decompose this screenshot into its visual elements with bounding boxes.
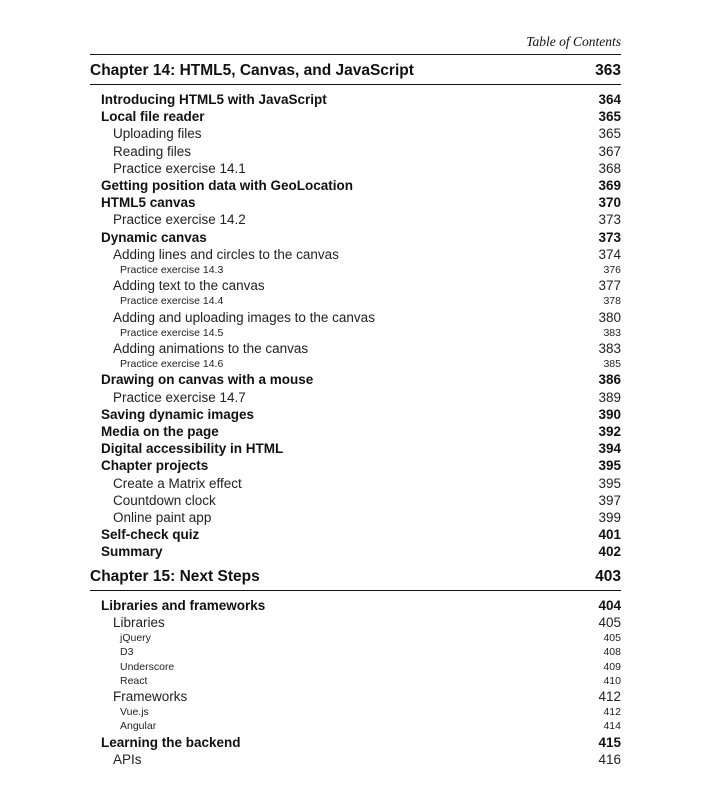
toc-entry [90, 631, 621, 645]
toc-entry [90, 160, 621, 177]
toc-entry-label: Local file reader [101, 109, 205, 125]
toc-entry-label: React [120, 674, 148, 687]
toc-entry-page-number: 385 [603, 358, 621, 371]
toc-entry-page-number: 365 [598, 109, 621, 125]
toc-entry-page-number: 389 [598, 389, 621, 405]
toc-entry [90, 406, 621, 423]
toc-entry-label: Digital accessibility in HTML [101, 441, 284, 457]
toc-entry-label: Media on the page [101, 424, 219, 440]
toc-entry-page-number: 392 [598, 424, 621, 440]
toc-entry [90, 177, 621, 194]
toc-entry-label: Dynamic canvas [101, 229, 207, 245]
toc-entry [90, 705, 621, 719]
toc-entry-label: Summary [101, 544, 163, 560]
toc-entry [90, 440, 621, 457]
toc-entry [90, 492, 621, 509]
toc-entry-page-number: 383 [603, 326, 621, 339]
toc-entry-page-number: 410 [603, 674, 621, 687]
toc-entry [90, 734, 621, 751]
toc-entry-label: Online paint app [113, 510, 212, 526]
toc-entry [90, 751, 621, 768]
toc-entry [90, 294, 621, 308]
toc-entry [90, 91, 621, 108]
toc-entry-label: Create a Matrix effect [113, 475, 242, 491]
toc-entry [90, 674, 621, 688]
toc-entry-label: Chapter 15: Next Steps [90, 567, 260, 585]
toc-entry [90, 688, 621, 705]
toc-entry-label: Reading files [113, 143, 192, 159]
toc-entry-page-number: 412 [598, 688, 621, 704]
toc-entry-label: Chapter 14: HTML5, Canvas, and JavaScript [90, 62, 414, 79]
toc-entry-label: jQuery [120, 632, 151, 645]
toc-entry [90, 194, 621, 211]
toc-entry [90, 389, 621, 406]
toc-entry-label: Uploading files [113, 126, 202, 142]
toc-entry-page-number: 399 [598, 510, 621, 526]
toc-entry-page-number: 397 [598, 492, 621, 508]
toc-entry-label: HTML5 canvas [101, 195, 196, 211]
toc-entry-label: Vue.js [120, 706, 149, 719]
toc-entry-page-number: 401 [598, 527, 621, 543]
toc-entry-label: Self-check quiz [101, 527, 200, 543]
toc-entry-label: Getting position data with GeoLocation [101, 178, 353, 194]
toc-entry-label: Practice exercise 14.1 [113, 160, 246, 176]
toc-entry-label: Angular [120, 720, 157, 733]
toc-entry [90, 62, 621, 85]
toc-entry-page-number: 369 [598, 178, 621, 194]
toc-entry [90, 509, 621, 526]
toc-entry-page-number: 370 [598, 195, 621, 211]
toc-entry-page-number: 364 [598, 92, 621, 107]
toc-entry [90, 371, 621, 388]
toc-entry-label: Countdown clock [113, 492, 216, 508]
toc-entry-page-number: 378 [603, 295, 621, 308]
toc-entry-page-number: 408 [603, 646, 621, 659]
toc-list [90, 62, 621, 768]
toc-entry [90, 143, 621, 160]
toc-entry [90, 326, 621, 340]
toc-entry-page-number: 416 [598, 751, 621, 767]
toc-entry-label: Practice exercise 14.2 [113, 212, 246, 228]
toc-entry-page-number: 403 [595, 567, 621, 585]
toc-entry-page-number: 402 [598, 544, 621, 560]
toc-entry-page-number: 365 [598, 126, 621, 142]
toc-entry-label: Underscore [120, 660, 175, 673]
toc-entry [90, 645, 621, 659]
toc-entry-page-number: 415 [598, 734, 621, 750]
toc-entry-page-number: 405 [598, 614, 621, 630]
toc-entry-page-number: 395 [598, 475, 621, 491]
toc-entry [90, 597, 621, 614]
toc-entry [90, 614, 621, 631]
toc-entry-page-number: 412 [603, 706, 621, 719]
toc-entry [90, 526, 621, 543]
toc-entry-label: Practice exercise 14.7 [113, 389, 246, 405]
toc-entry-label: Practice exercise 14.5 [120, 326, 224, 339]
toc-entry-page-number: 380 [598, 309, 621, 325]
toc-entry-label: Frameworks [113, 688, 188, 704]
toc-entry [90, 229, 621, 246]
toc-entry-page-number: 377 [598, 278, 621, 294]
toc-entry-page-number: 367 [598, 143, 621, 159]
toc-entry-label: Drawing on canvas with a mouse [101, 372, 314, 388]
toc-entry-page-number: 373 [598, 229, 621, 245]
toc-entry-label: Saving dynamic images [101, 406, 255, 422]
toc-entry-label: Libraries and frameworks [101, 597, 266, 613]
toc-entry-page-number: 373 [598, 212, 621, 228]
toc-entry-label: Learning the backend [101, 734, 241, 750]
toc-entry [90, 309, 621, 326]
toc-entry [90, 660, 621, 674]
toc-entry [90, 423, 621, 440]
toc-entry-label: Chapter projects [101, 458, 209, 474]
toc-entry-label: Adding animations to the canvas [113, 341, 309, 357]
toc-entry [90, 340, 621, 357]
toc-entry-label: APIs [113, 751, 142, 767]
running-header: Table of Contents [90, 34, 621, 55]
toc-entry-label: Practice exercise 14.6 [120, 358, 224, 371]
toc-entry-label: D3 [120, 646, 134, 659]
toc-entry [90, 125, 621, 142]
toc-entry [90, 543, 621, 560]
toc-entry-page-number: 374 [598, 246, 621, 262]
toc-entry-page-number: 405 [603, 632, 621, 645]
toc-entry-page-number: 386 [598, 372, 621, 388]
toc-entry-label: Practice exercise 14.3 [120, 264, 224, 277]
toc-entry-page-number: 383 [598, 341, 621, 357]
toc-entry [90, 246, 621, 263]
toc-entry-page-number: 409 [603, 660, 621, 673]
toc-entry-page-number: 363 [595, 62, 621, 79]
toc-entry [90, 277, 621, 294]
toc-entry-page-number: 395 [598, 458, 621, 474]
toc-entry [90, 568, 621, 591]
toc-entry [90, 263, 621, 277]
toc-entry-label: Adding text to the canvas [113, 278, 265, 294]
toc-entry-label: Introducing HTML5 with JavaScript [101, 92, 327, 107]
toc-entry-page-number: 394 [598, 441, 621, 457]
toc-entry [90, 108, 621, 125]
toc-entry-page-number: 404 [598, 597, 621, 613]
toc-entry [90, 211, 621, 228]
toc-entry-page-number: 390 [598, 406, 621, 422]
toc-entry [90, 475, 621, 492]
toc-entry-label: Libraries [113, 614, 165, 630]
toc-entry [90, 719, 621, 733]
toc-entry-label: Adding lines and circles to the canvas [113, 246, 339, 262]
toc-entry-page-number: 368 [598, 160, 621, 176]
toc-entry-label: Adding and uploading images to the canvas [113, 309, 375, 325]
toc-entry-page-number: 414 [603, 720, 621, 733]
toc-entry [90, 457, 621, 474]
toc-entry-label: Practice exercise 14.4 [120, 295, 224, 308]
toc-entry [90, 357, 621, 371]
toc-entry-page-number: 376 [603, 264, 621, 277]
